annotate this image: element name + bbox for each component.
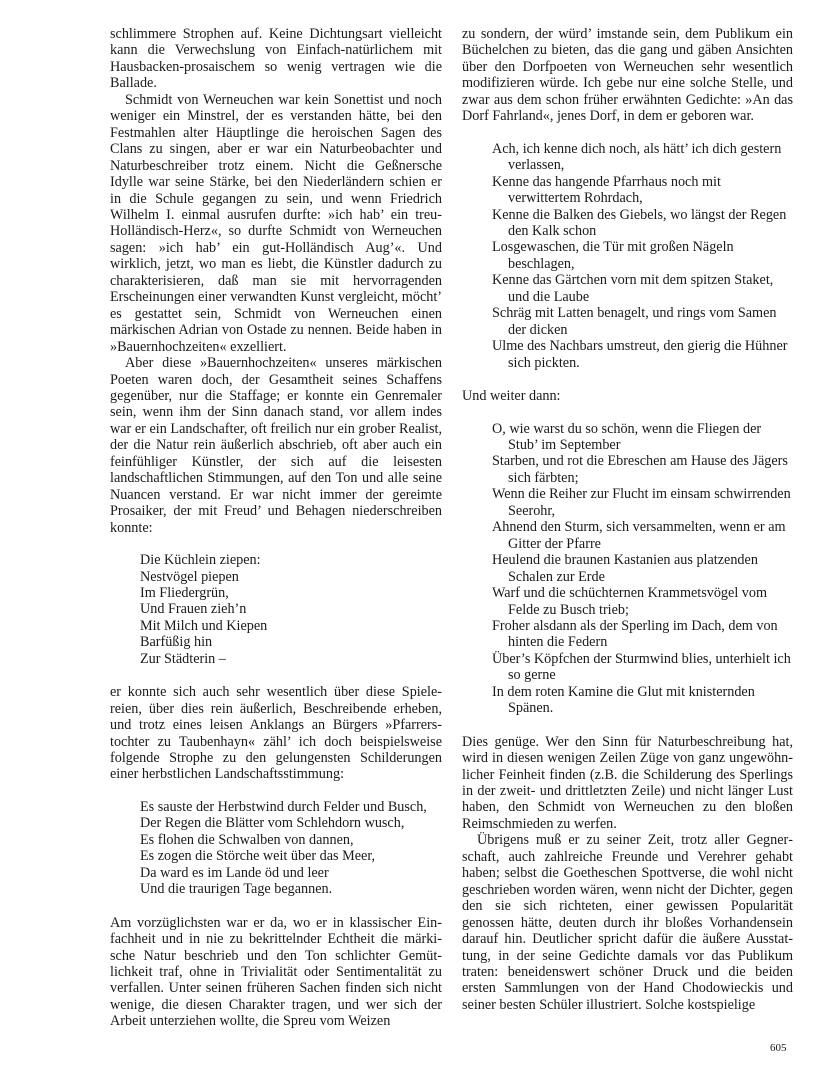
verse-block <box>462 421 793 717</box>
verse-line: Froher alsdann als der Sperling im Dach, dem von hinten die Federn <box>492 617 778 651</box>
verse-line: Kenne das hangende Pfarrhaus noch mit verwittertem Rohrdach, <box>492 173 721 207</box>
paragraph: zu sondern, der würd’ imstande sein, dem Publikum ein Büchelchen zu bieten, das die gang und gäben Ansichten über den Dorfpoeten von Werneuchen sehr wesentlich modifizieren würde. Ich gebe nur eine solche Stelle, und zwar aus dem schon früher erwähnten Gedichte: »An das Dorf Fahrland«, jenes Dorf, in dem er geboren war. <box>462 26 793 125</box>
paragraph: Aber diese »Bauernhochzeiten« unseres märkischen Poeten waren doch, der Gesamtheit seines Schaffens gegenüber, nur die Staffage; er konnte ein Genremaler sein, wenn ihm der Sinn danach stand, vor allem indes war er ein Landschafter, oft freilich nur ein grober Realist, der die Natur rein äußerlich abschrieb, oft aber auch ein feinfühliger Künstler, der sich auf die leisesten landschaftlichen Stimmungen, auf den Ton und alle seine Nuancen verstand. Er war nicht immer der gereimte Prosaiker, der mit Freud’ und Behagen niederschreiben konnte: <box>110 355 442 536</box>
right-column <box>462 26 793 1013</box>
verse-block <box>462 141 793 371</box>
paragraph: Dies genüge. Wer den Sinn für Naturbeschreibung hat, wird in diesen wenigen Zeilen Züge von ganz ungewöhnlicher Feinheit finden (z.B. die Schilderung des Sperlings in der zweit- und drittletzten Zeile) und nicht länger Lust haben, den Schmidt von Werneuchen zu den bloßen Reimschmieden zu werfen. <box>462 733 793 832</box>
verse-line: O, wie warst du so schön, wenn die Fliegen der Stub’ im September <box>492 420 762 453</box>
paragraph: er konnte sich auch sehr wesentlich über diese Spielereien, über dies rein äußerlich, Beschreibende erheben, und trotz eines leisen Anklangs an Bürgers »Pfarrerstochter zu Taubenhayn« zähl’ ich doch beispielsweise folgende Strophe zu den gelungensten Schilderungen einer herbstlichen Landschaftsstimmung: <box>110 684 442 783</box>
verse-line: Es zogen die Störche weit über das Meer, <box>140 848 376 865</box>
verse-line: Über’s Köpfchen der Sturmwind blies, unterhielt ich so gerne <box>492 650 791 684</box>
verse-line: Kenne die Balken des Giebels, wo längst der Regen den Kalk schon <box>492 206 787 239</box>
verse-line: Warf und die schüchternen Krammetsvögel vom Felde zu Busch trieb; <box>492 585 768 618</box>
page-number: 605 <box>770 1042 787 1054</box>
paragraph: Am vorzüglichsten war er da, wo er in klassischer Einfachheit und in nie zu bekrittelnder Echtheit die märkische Natur beschrieb und den Ton schlichter Gemütlichkeit traf, ohne in Trivialität oder Sentimentalität zu verfallen. Unter seinen früheren Sachen finden sich nicht wenige, die diesen Charakter tragen, und wer sich der Arbeit unterziehen wollte, die Spreu vom Weizen <box>110 914 442 1030</box>
verse-line: Es flohen die Schwalben von dannen, <box>140 831 354 848</box>
verse-line: Ulme des Nachbars umstreut, den gierig die Hühner sich pickten. <box>492 338 788 371</box>
verse-line: Wenn die Reiher zur Flucht im einsam schwirrenden Seerohr, <box>492 486 791 519</box>
verse-block <box>110 552 442 667</box>
verse-line: Und die traurigen Tage begannen. <box>140 881 333 898</box>
verse-line: Nestvögel piepen <box>140 568 239 585</box>
verse-line: Barfüßig hin <box>140 634 213 651</box>
verse-line: Schräg mit Latten benagelt, und rings vom Samen der dicken <box>492 305 777 338</box>
verse-line: Starben, und rot die Ebreschen am Hause des Jägers sich färbten; <box>492 453 788 486</box>
verse-line: Heulend die braunen Kastanien aus platzenden Schalen zur Erde <box>492 552 758 585</box>
verse-line: In dem roten Kamine die Glut mit knisternden Spänen. <box>492 683 755 717</box>
verse-line: Zur Städterin – <box>140 650 226 667</box>
verse-line: Mit Milch und Kiepen <box>140 617 268 634</box>
verse-line: Kenne das Gärtchen vorn mit dem spitzen Staket, und die Laube <box>492 272 774 305</box>
paragraph: Übrigens muß er zu seiner Zeit, trotz aller Gegnerschaft, auch zahlreiche Freunde und Verehrer gehabt haben; selbst die Goetheschen Spottverse, die wohl nicht geschrieben worden wären, wenn nicht der Dichter, gegen den sie sich richteten, einer gewissen Popularität genossen hätte, deuten durch ihr bloßes Vorhandensein darauf hin. Deutlicher spricht dafür die äußere Ausstattung, in der seine Gedichte damals vor das Publikum traten: beneidenswert schöner Druck und die beiden ersten Sammlungen von der Hand Chodowieckis und seiner besten Schüler illustriert. Solche kostspielige <box>462 832 793 1013</box>
verse-line: Losgewaschen, die Tür mit großen Nägeln beschlagen, <box>492 239 734 272</box>
verse-line: Der Regen die Blätter vom Schlehdorn wusch, <box>140 815 405 832</box>
verse-line: Im Fliedergrün, <box>140 584 229 601</box>
verse-line: Ahnend den Sturm, sich versammelten, wenn er am Gitter der Pfarre <box>492 519 786 552</box>
verse-line: Und Frauen zieh’n <box>140 601 247 618</box>
left-column <box>110 26 442 1030</box>
verse-line: Es sauste der Herbstwind durch Felder und Busch, <box>140 798 427 815</box>
paragraph: Und weiter dann: <box>462 388 561 405</box>
verse-block <box>110 799 442 898</box>
verse-line: Ach, ich kenne dich noch, als hätt’ ich dich gestern verlassen, <box>492 140 782 174</box>
paragraph: Schmidt von Werneuchen war kein Sonettist und noch weniger ein Minstrel, der es verstanden hätte, bei den Festmahlen alter Häuptlinge die heroischen Sagen des Clans zu singen, aber er war ein Naturbeobachter und Naturbeschreiber trotz einem. Nicht die Geßnersche Idylle war seine Stärke, bei den Niederländern schien er in die Schule gegangen zu sein, und wenn Friedrich Wilhelm I. einmal ausrufen durfte: »ich hab’ ein treu-Holländisch-Herz«, so durfte Schmidt von Werneuchen sagen: »ich hab’ ein gut-Holländisch Aug’«. Und wirklich, jetzt, wo man es liebt, die Künstler dadurch zu charakterisieren, daß man sie mit hervorragenden Erscheinungen einer verwandten Kunst vergleicht, möcht’ es gestattet sein, Schmidt von Werneuchen einen märkischen Adrian von Ostade zu nennen. Beide haben in »Bauernhochzeiten« exzelliert. <box>110 91 442 355</box>
paragraph: schlimmere Strophen auf. Keine Dichtungsart vielleicht kann die Verwechslung von Einfach-natürlichem mit Hausbacken-prosaischem so wenig vertragen wie die Ballade. <box>110 26 442 92</box>
verse-line: Da ward es im Lande öd und leer <box>140 864 329 881</box>
verse-line: Die Küchlein ziepen: <box>140 552 261 569</box>
